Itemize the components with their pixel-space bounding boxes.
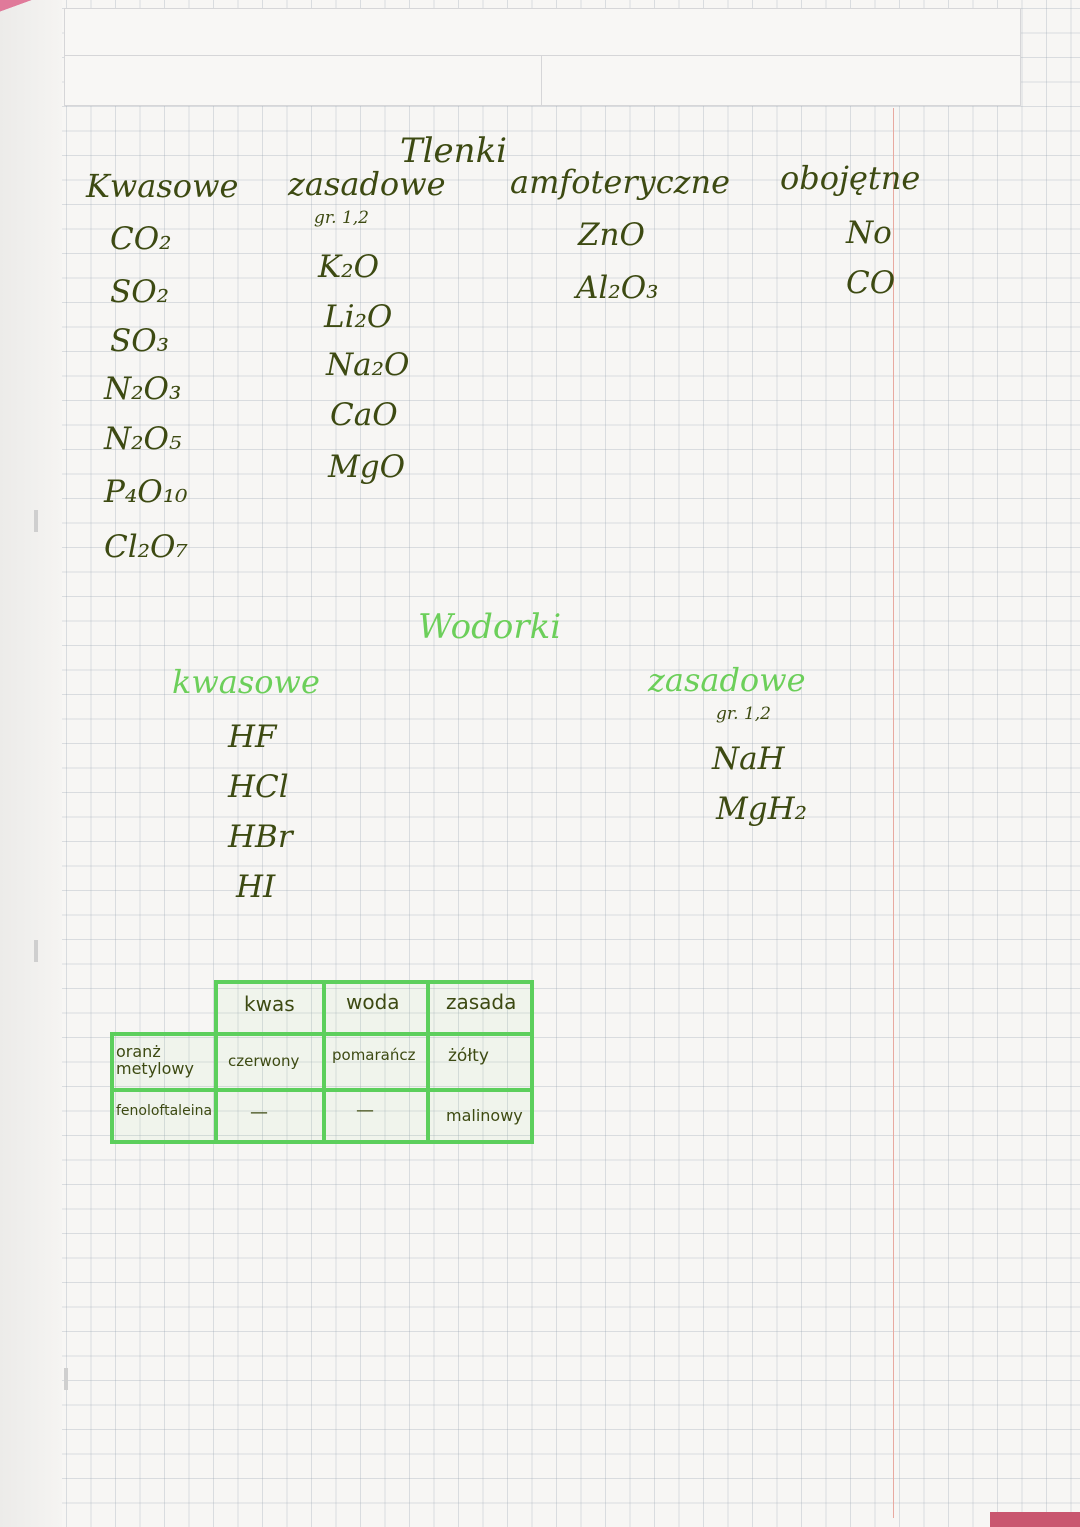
table-cell [214, 1088, 326, 1144]
hydride-basic-item: MgH₂ [716, 791, 808, 827]
oxide-acidic-item: CO₂ [110, 221, 172, 257]
table-cell [322, 1088, 430, 1144]
oxide-acidic-item: SO₃ [110, 323, 170, 359]
table-column-header: kwas [244, 992, 295, 1016]
table-cell-value: czerwony [228, 1052, 300, 1070]
table-row-label: oranż metylowy [116, 1042, 194, 1078]
table-column-header: zasada [446, 990, 517, 1014]
oxide-amphoteric-item: ZnO [578, 217, 645, 253]
hydride-acidic-item: HCl [228, 769, 289, 805]
oxide-acidic-item: N₂O₅ [104, 421, 182, 457]
oxide-neutral-item: No [846, 215, 892, 251]
oxides-neutral-heading: obojętne [780, 159, 921, 197]
table-cell-value: pomarańcz [332, 1046, 416, 1064]
oxide-basic-item: K₂O [318, 249, 380, 285]
oxide-acidic-item: SO₂ [110, 274, 170, 310]
table-cell-value: — [356, 1100, 374, 1121]
hydrides-title: Wodorki [418, 607, 562, 647]
bottom-tab [990, 1512, 1080, 1527]
hydride-basic-item: NaH [712, 741, 785, 777]
oxides-basic-note: gr. 1,2 [314, 208, 369, 228]
table-cell-value: malinowy [446, 1106, 523, 1125]
oxides-acidic-heading: Kwasowe [86, 167, 239, 205]
oxide-basic-item: Na₂O [326, 347, 410, 383]
oxides-amphoteric-heading: amfoteryczne [510, 163, 731, 201]
page-edge-shadow [0, 0, 62, 1527]
oxide-acidic-item: Cl₂O₇ [104, 529, 188, 565]
header-divider [65, 55, 1020, 56]
header-box [64, 8, 1021, 106]
margin-line [893, 108, 894, 1518]
oxides-title: Tlenki [400, 131, 508, 171]
oxide-acidic-item: N₂O₃ [104, 371, 182, 407]
hydride-acidic-item: HBr [228, 819, 293, 855]
oxide-neutral-item: CO [846, 265, 896, 301]
oxide-basic-item: Li₂O [324, 299, 393, 335]
oxide-basic-item: CaO [330, 397, 398, 433]
oxides-basic-heading: zasadowe [288, 165, 446, 203]
hydride-acidic-item: HI [236, 869, 276, 905]
header-divider [541, 55, 542, 105]
hydrides-basic-note: gr. 1,2 [716, 704, 771, 724]
table-cell-value: — [250, 1102, 268, 1123]
oxide-amphoteric-item: Al₂O₃ [576, 270, 659, 306]
oxide-acidic-item: P₄O₁₀ [104, 474, 188, 510]
corner-tab [0, 0, 40, 14]
table-row-label: fenoloftaleina [116, 1103, 213, 1119]
table-cell-value: żółty [448, 1046, 489, 1066]
punch-hole [34, 940, 38, 962]
punch-hole [64, 1368, 68, 1390]
punch-hole [34, 510, 38, 532]
hydride-acidic-item: HF [228, 719, 277, 755]
table-column-header: woda [346, 990, 400, 1014]
hydrides-acidic-heading: kwasowe [172, 663, 320, 701]
hydrides-basic-heading: zasadowe [648, 661, 806, 699]
oxide-basic-item: MgO [328, 449, 406, 485]
